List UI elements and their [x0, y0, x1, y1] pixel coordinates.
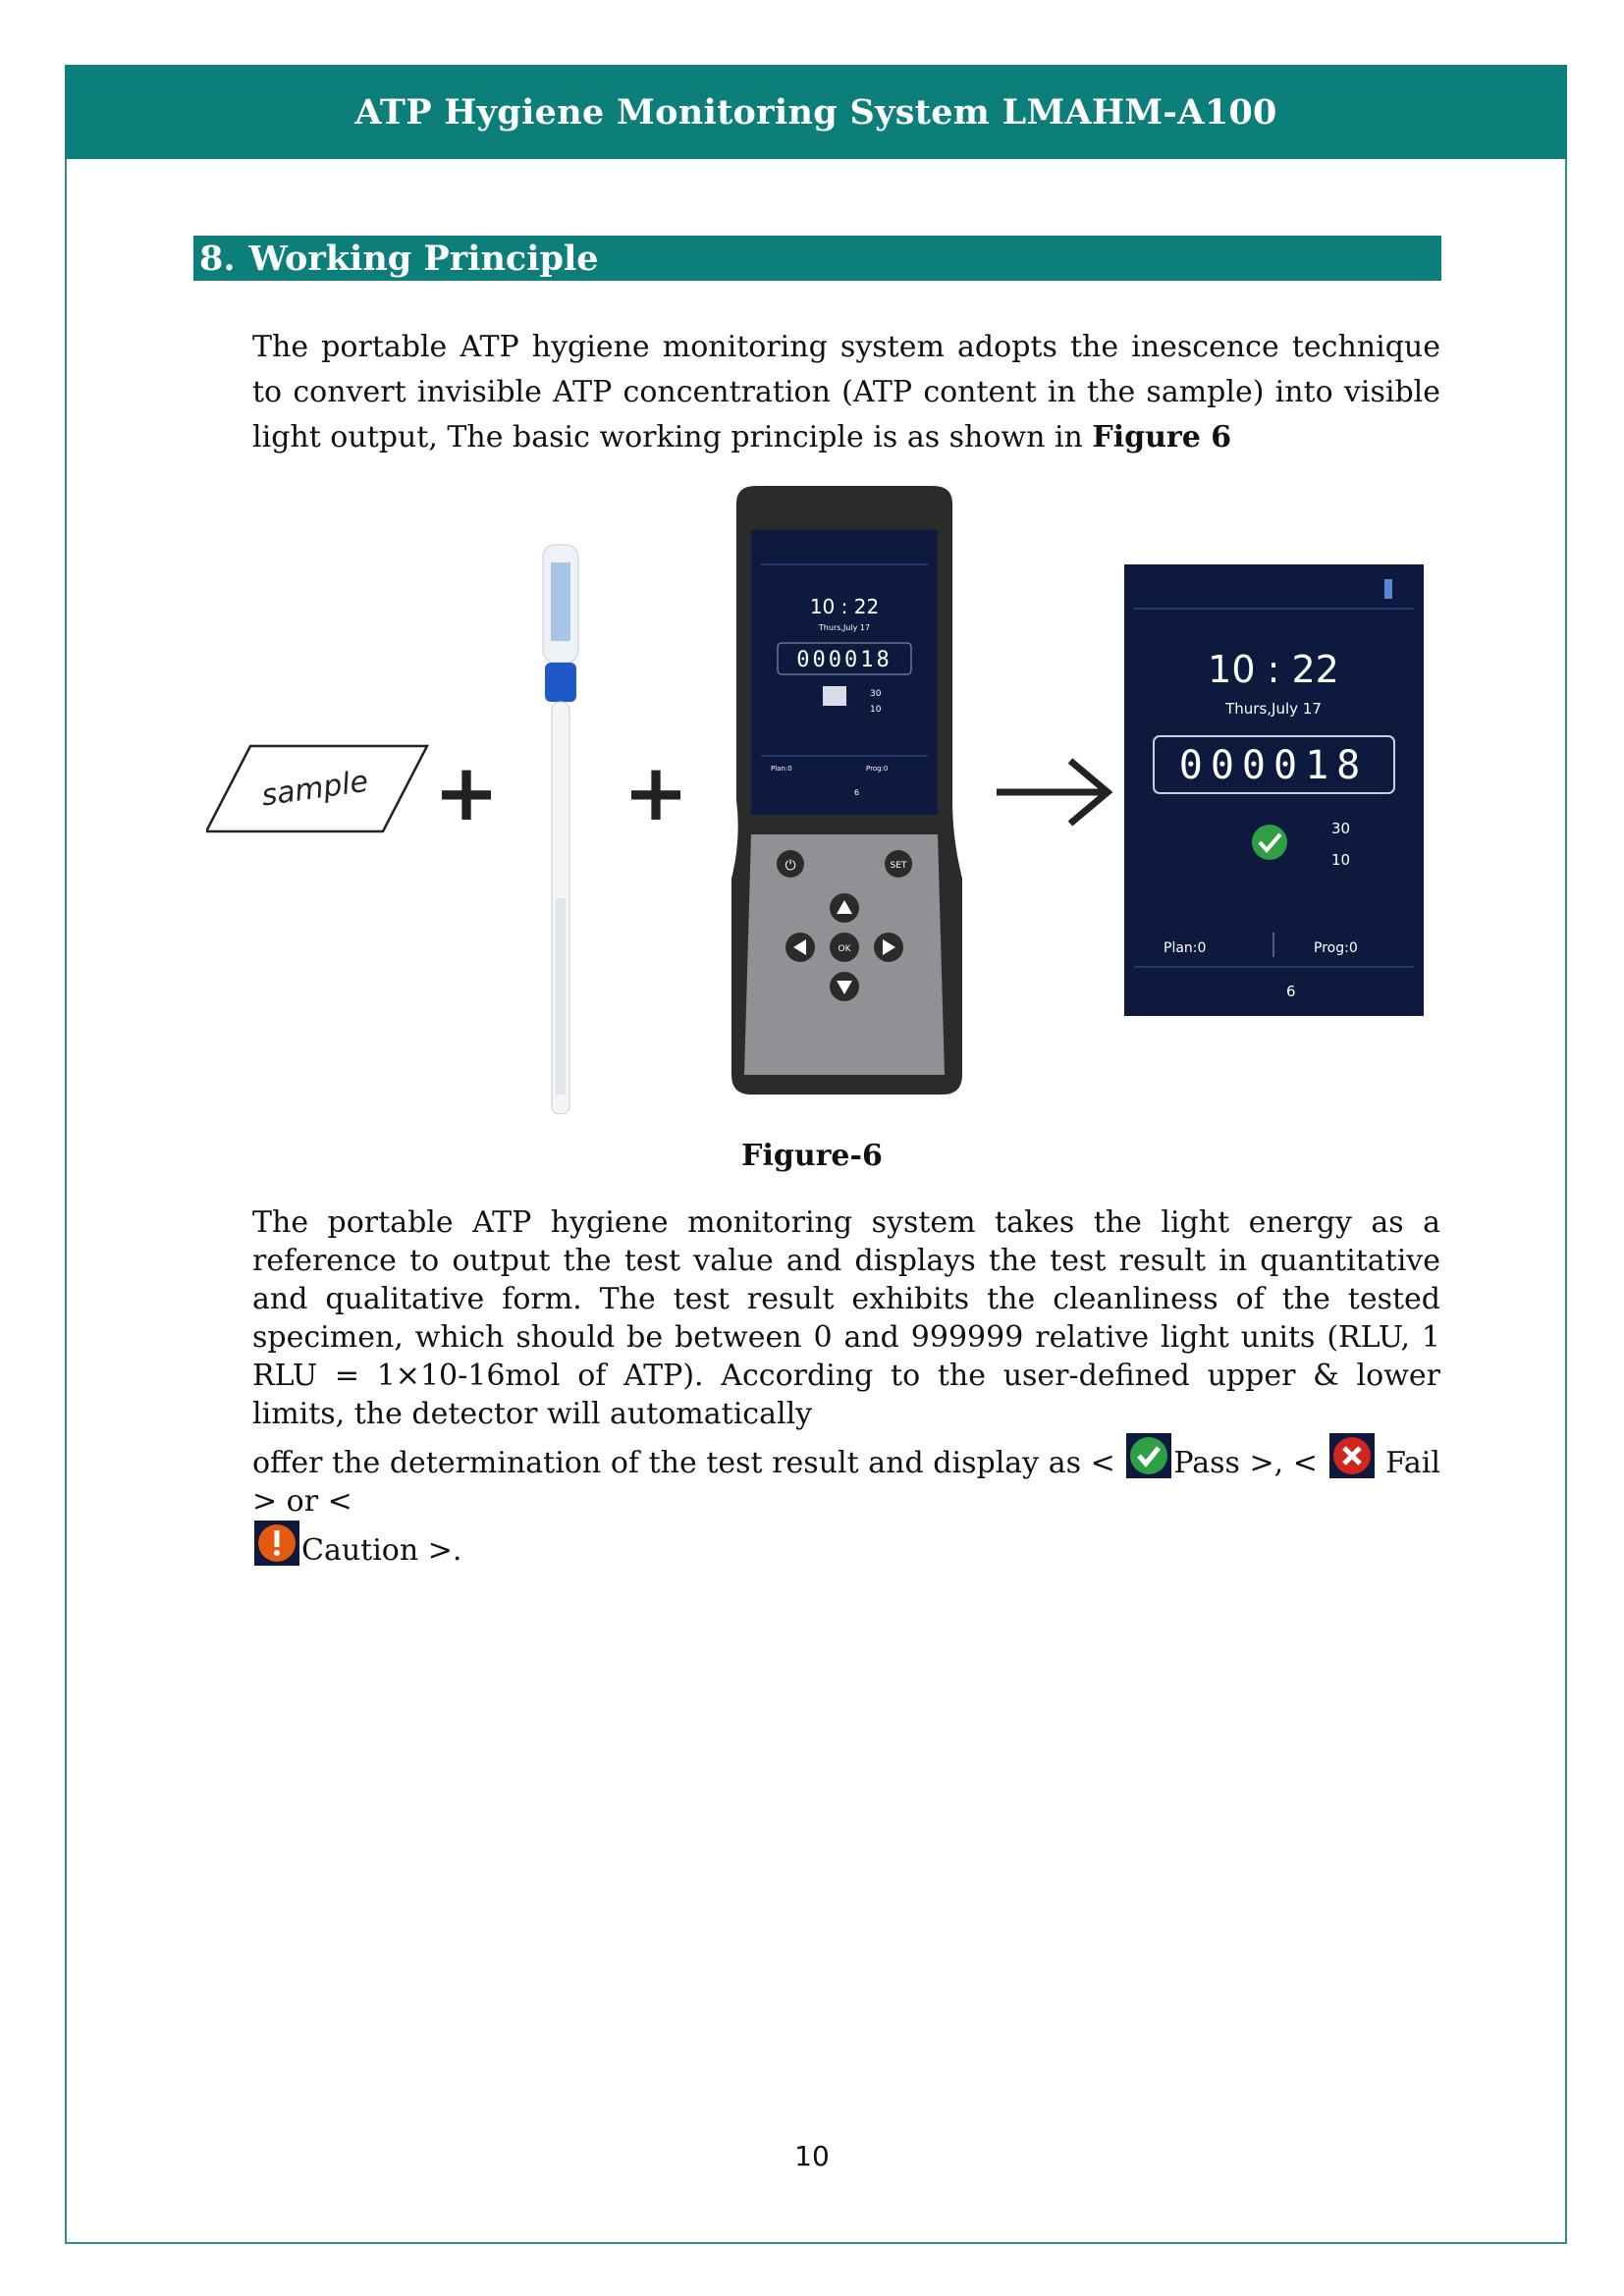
- device-user: 6: [854, 788, 860, 797]
- device-lower: 10: [870, 705, 882, 715]
- device-time: 10 : 22: [809, 595, 880, 618]
- ok-label: OK: [838, 944, 851, 954]
- section-heading: [193, 236, 1441, 281]
- screen-user: 6: [1286, 983, 1296, 1000]
- pass-label: Pass >, <: [1173, 1446, 1327, 1480]
- intro-text: The portable ATP hygiene monitoring system adopts the inescence technique to convert invisible ATP concentration (ATP content in the sample) into visible light output, The basic working principle is as shown in: [252, 330, 1440, 454]
- plus-sign-2: +: [623, 747, 689, 838]
- screen-time: 10 : 22: [1208, 648, 1339, 691]
- caution-icon: [254, 1521, 299, 1566]
- screen-lower: 10: [1331, 851, 1351, 869]
- arrow-right-icon: [997, 761, 1108, 824]
- set-label: SET: [890, 861, 907, 871]
- atp-swab: [543, 545, 578, 1114]
- device-plan: Plan:0: [771, 765, 792, 773]
- battery-icon: [1384, 579, 1392, 599]
- sample-shape: [206, 746, 427, 831]
- status-intro: offer the determination of the test result and display as <: [252, 1446, 1125, 1480]
- screen-plan: Plan:0: [1164, 940, 1207, 956]
- result-paragraph: [252, 1203, 1440, 1570]
- page-number: 10: [794, 2140, 830, 2172]
- device-value: 000018: [796, 648, 893, 672]
- figure-6: [206, 486, 1443, 1114]
- result-status-line: [252, 1433, 1440, 1570]
- fail-label: Fail > or <: [252, 1446, 1440, 1519]
- pass-icon: [1252, 825, 1287, 860]
- power-icon: ⏻: [785, 858, 796, 874]
- pass-icon: [1126, 1433, 1171, 1478]
- figure-reference: Figure 6: [1092, 420, 1232, 454]
- device-date: Thurs,July 17: [818, 623, 871, 632]
- intro-paragraph: [252, 325, 1440, 460]
- figure-caption: Figure-6: [741, 1139, 883, 1173]
- screen-prog: Prog:0: [1314, 940, 1358, 956]
- screen-upper: 30: [1331, 820, 1351, 837]
- fail-icon: [1329, 1433, 1375, 1478]
- device-prog: Prog:0: [866, 765, 889, 773]
- screen-value: 000018: [1178, 743, 1369, 788]
- result-text: The portable ATP hygiene monitoring system takes the light energy as a reference to output the test value and displays the test result in quantitative and qualitative form. The test result exhibits the cleanliness of the tested specimen, which should be between 0 and 999999 relative light units (RLU, 1 RLU = 1×10-16mol of ATP). According to the user-defined upper & lower limits, the detector will automatically: [252, 1205, 1440, 1431]
- section-number: 8.: [199, 238, 236, 279]
- screen-date: Thurs,July 17: [1225, 700, 1322, 718]
- enlarged-screen: [1124, 564, 1424, 1016]
- caution-label: Caution >.: [301, 1533, 462, 1568]
- figure-6-illustration: [206, 486, 1443, 1114]
- plus-sign-1: +: [433, 747, 500, 838]
- device-upper: 30: [870, 689, 882, 699]
- section-title: Working Principle: [248, 238, 599, 279]
- handheld-device: [731, 486, 962, 1095]
- page-header: ATP Hygiene Monitoring System LMAHM-A100: [65, 65, 1567, 159]
- sample-label: sample: [259, 764, 371, 814]
